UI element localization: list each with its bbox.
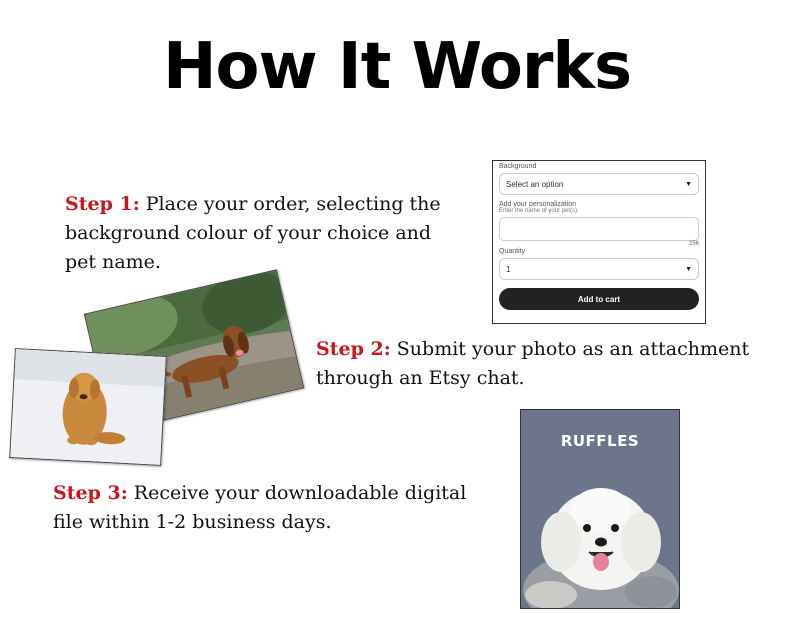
personalization-textarea[interactable] bbox=[499, 217, 699, 241]
background-select-value: Select an option bbox=[506, 179, 564, 189]
step-2-text: Submit your photo as an attachment through an Etsy chat. bbox=[316, 338, 750, 389]
page-title: How It Works bbox=[162, 30, 632, 104]
order-form bbox=[492, 160, 706, 324]
quantity-select-value: 1 bbox=[506, 264, 511, 274]
background-select[interactable] bbox=[499, 173, 699, 195]
step-3 bbox=[53, 479, 493, 537]
add-to-cart-button[interactable]: Add to cart bbox=[499, 288, 699, 310]
dropdown-arrow-icon: ▼ bbox=[685, 265, 692, 273]
pet-portrait-name: RUFFLES bbox=[560, 432, 640, 450]
personalization-label: Add your personalization bbox=[499, 201, 577, 208]
step-3-text: Receive your downloadable digital file within 1-2 business days. bbox=[53, 482, 467, 533]
personalization-hint: Enter the name of your pet(s). bbox=[499, 208, 579, 214]
step-2-label: Step 2: bbox=[316, 338, 391, 360]
quantity-label: Quantity bbox=[499, 248, 526, 255]
step-1-label: Step 1: bbox=[65, 193, 140, 215]
step-1-text: Place your order, selecting the background colour of your choice and pet name. bbox=[65, 193, 441, 273]
character-count: 256 bbox=[688, 241, 699, 247]
dropdown-arrow-icon: ▼ bbox=[685, 180, 692, 188]
quantity-select[interactable] bbox=[499, 258, 699, 280]
golden-retriever-photo bbox=[9, 348, 167, 466]
background-label: Background bbox=[499, 163, 537, 170]
white-dog-illustration bbox=[521, 470, 679, 609]
step-2 bbox=[316, 335, 756, 393]
step-1 bbox=[65, 190, 445, 277]
step-3-label: Step 3: bbox=[53, 482, 128, 504]
pet-portrait bbox=[520, 409, 680, 609]
